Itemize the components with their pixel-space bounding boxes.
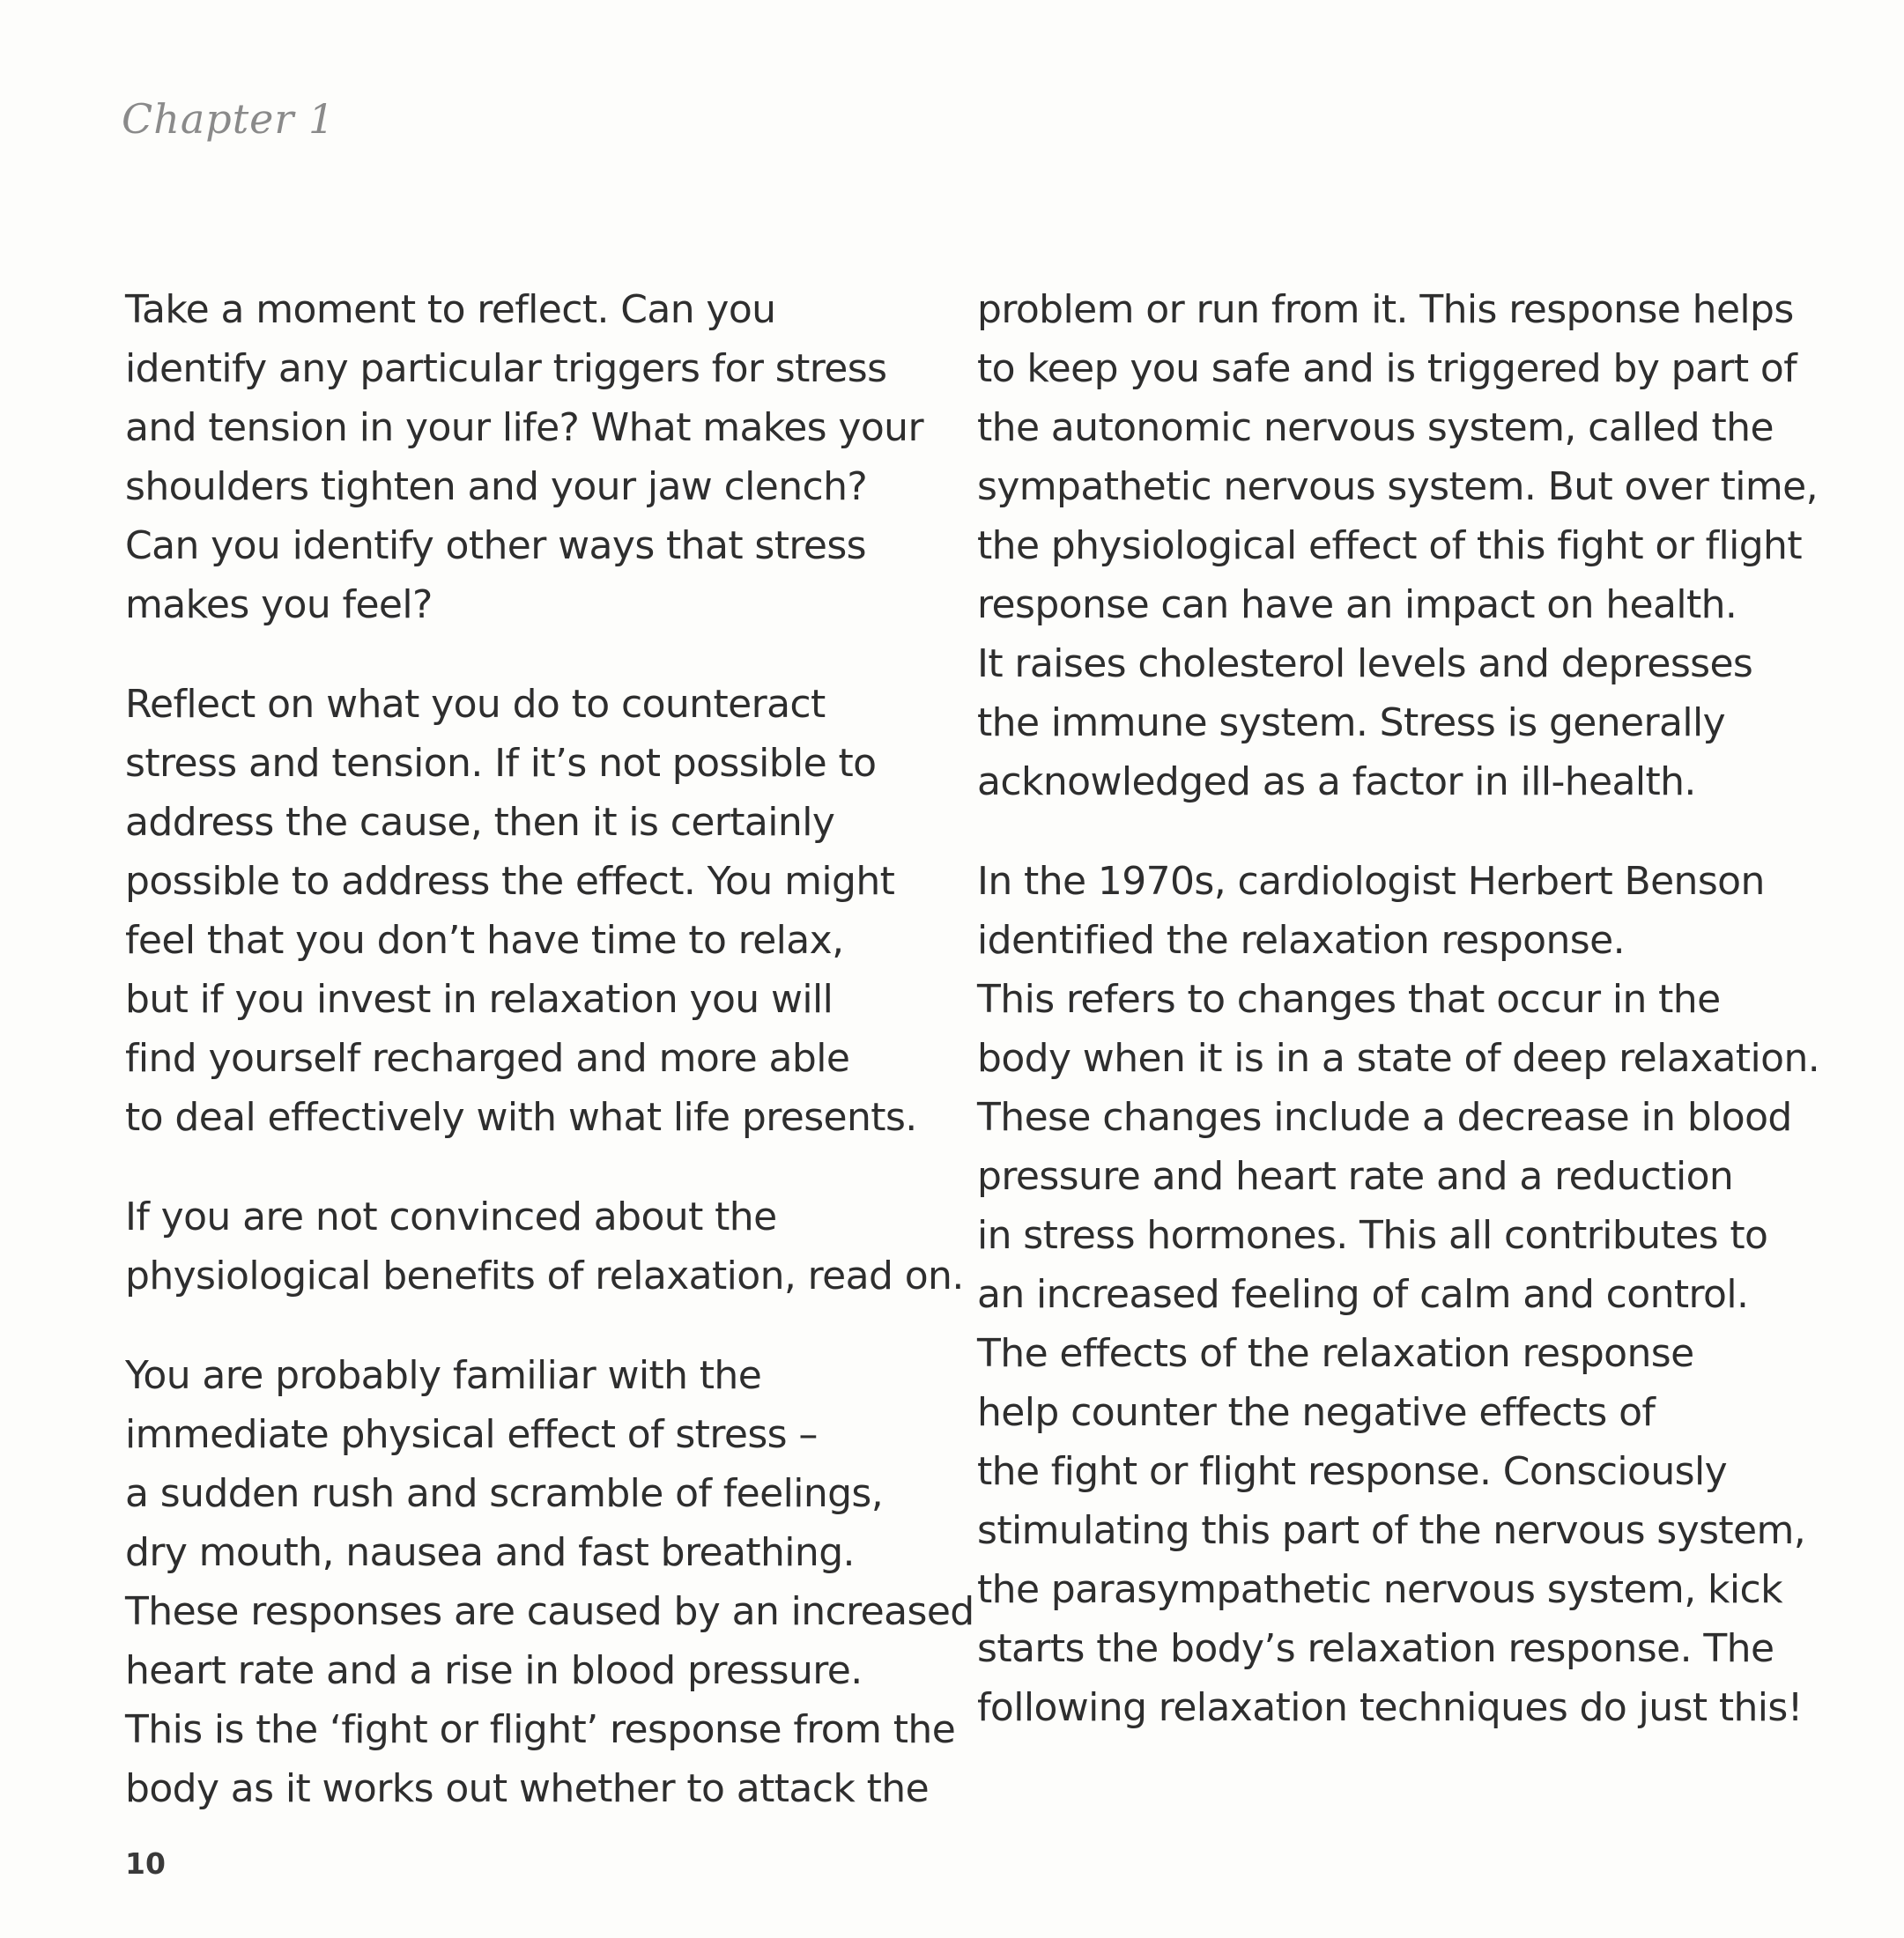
text-line: identify any particular triggers for stress	[125, 346, 887, 391]
text-line: These changes include a decrease in blood	[977, 1095, 1792, 1140]
text-line: an increased feeling of calm and control.	[977, 1272, 1749, 1317]
text-line: response can have an impact on health.	[977, 582, 1737, 627]
paragraph	[125, 675, 945, 1147]
paragraph	[125, 1187, 964, 1306]
text-line: in stress hormones. This all contributes to	[977, 1213, 1768, 1258]
text-line: the autonomic nervous system, called the	[977, 405, 1774, 450]
text-line: It raises cholesterol levels and depresses	[977, 641, 1753, 686]
text-line: possible to address the effect. You might	[125, 859, 895, 904]
paragraph	[125, 280, 945, 634]
text-line: stimulating this part of the nervous system,	[977, 1508, 1806, 1553]
text-line: sympathetic nervous system. But over time,	[977, 464, 1819, 509]
text-line: address the cause, then it is certainly	[125, 800, 835, 845]
text-line: physiological benefits of relaxation, read on.	[125, 1254, 964, 1298]
text-line: following relaxation techniques do just this!	[977, 1685, 1803, 1730]
right-column	[977, 280, 1820, 1737]
text-line: The effects of the relaxation response	[977, 1331, 1694, 1376]
text-line: Take a moment to reflect. Can you	[125, 287, 776, 332]
text-line: These responses are caused by an increased	[125, 1589, 974, 1634]
text-line: Can you identify other ways that stress	[125, 523, 866, 568]
text-line: problem or run from it. This response helps	[977, 287, 1794, 332]
text-line: dry mouth, nausea and fast breathing.	[125, 1530, 855, 1575]
text-line: heart rate and a rise in blood pressure.	[125, 1648, 863, 1693]
text-line: the fight or flight response. Consciously	[977, 1449, 1728, 1494]
text-line: immediate physical effect of stress –	[125, 1412, 818, 1457]
text-line: This refers to changes that occur in the	[977, 977, 1721, 1022]
text-line: feel that you don’t have time to relax,	[125, 918, 844, 963]
text-line: the parasympathetic nervous system, kick	[977, 1567, 1782, 1612]
text-line: and tension in your life? What makes your	[125, 405, 923, 450]
text-line: to deal effectively with what life presents.	[125, 1095, 917, 1140]
text-line: to keep you safe and is triggered by part of	[977, 346, 1797, 391]
page-number: 10	[125, 1846, 166, 1881]
text-line: If you are not convinced about the	[125, 1195, 777, 1239]
text-line: a sudden rush and scramble of feelings,	[125, 1471, 884, 1516]
text-line: the physiological effect of this fight or flight	[977, 523, 1802, 568]
text-line: body when it is in a state of deep relaxation.	[977, 1036, 1820, 1081]
text-line: acknowledged as a factor in ill-health.	[977, 759, 1696, 804]
text-line: In the 1970s, cardiologist Herbert Benson	[977, 859, 1765, 904]
text-line: but if you invest in relaxation you will	[125, 977, 833, 1022]
text-line: pressure and heart rate and a reduction	[977, 1154, 1734, 1199]
text-line: starts the body’s relaxation response. The	[977, 1626, 1774, 1671]
paragraph	[977, 280, 1819, 811]
text-line: the immune system. Stress is generally	[977, 700, 1726, 745]
text-line: This is the ‘fight or flight’ response from the	[125, 1707, 956, 1752]
text-line: stress and tension. If it’s not possible to	[125, 741, 877, 786]
text-line: identified the relaxation response.	[977, 918, 1625, 963]
text-line: shoulders tighten and your jaw clench?	[125, 464, 868, 509]
paragraph	[125, 1346, 974, 1818]
text-line: makes you feel?	[125, 582, 433, 627]
text-line: find yourself recharged and more able	[125, 1036, 850, 1081]
text-line: Reflect on what you do to counteract	[125, 682, 826, 727]
running-head: Chapter 1	[122, 95, 336, 143]
text-line: body as it works out whether to attack the	[125, 1766, 930, 1811]
text-line: You are probably familiar with the	[125, 1353, 762, 1398]
paragraph	[977, 852, 1820, 1737]
text-line: help counter the negative effects of	[977, 1390, 1656, 1435]
left-column	[125, 280, 974, 1818]
